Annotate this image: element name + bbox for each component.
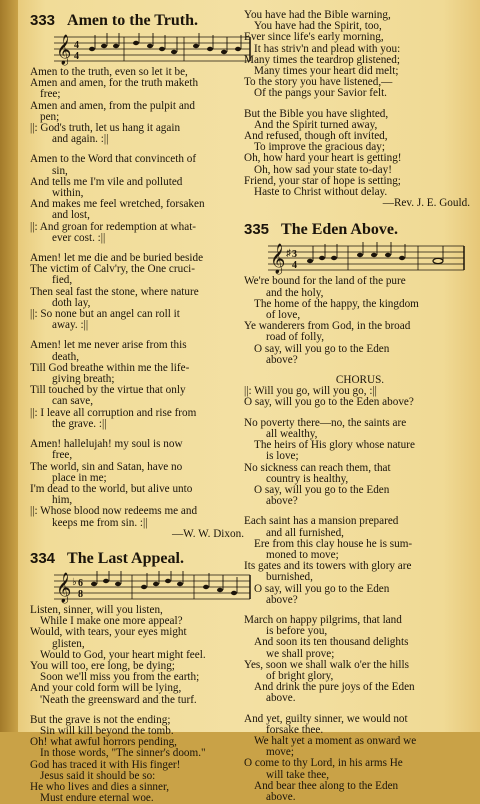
verse-line: ||: I leave all corruption and rise from (30, 406, 197, 419)
svg-text:4: 4 (292, 260, 297, 272)
verse-line: Would to God, your heart might feel. (40, 648, 206, 661)
verse-line: moned to move; (266, 548, 339, 561)
verse-line: above? (266, 593, 298, 606)
verse-line: While I make one more appeal? (40, 615, 183, 628)
verse-line: ||: Will you go, will you go, :|| (244, 385, 377, 398)
verse-line: place in me; (52, 471, 107, 484)
verse-line: And drink the pure joys of the Eden (254, 681, 415, 694)
verse-line: death, (52, 350, 80, 363)
verse-line: And bear thee along to the Eden (254, 779, 399, 792)
verse-line: pen; (40, 110, 60, 123)
verse-line: free; (40, 88, 61, 101)
verse-line: You have had the Spirit, too, (254, 20, 382, 33)
svg-text:6: 6 (78, 577, 83, 589)
verse-line: Amen and amen, for the truth maketh (30, 77, 199, 90)
verse-line: Yes, soon we shall walk o'er the hills (244, 658, 409, 671)
verse-line: Of the pangs your Savior felt. (254, 87, 387, 100)
hymn-335-header (244, 221, 476, 239)
hymn-333-author: —W. W. Dixon. (171, 527, 244, 540)
verse-line: The victim of Calv'ry, the One cruci- (30, 263, 196, 276)
verse-line: ||: So none but an angel can roll it (30, 308, 180, 321)
verse-line: You will too, ere long, be dying; (30, 659, 175, 672)
verse-line: him, (52, 494, 73, 507)
verse-line: ||: God's truth, let us hang it again (30, 122, 181, 135)
verse-line: Amen to the truth, even so let it be, (30, 66, 188, 78)
verse-line: fied, (52, 274, 73, 287)
verse-line: The heirs of His glory whose nature (254, 439, 415, 452)
hymn-334-verses-left (30, 605, 250, 804)
verse-line: Each saint has a mansion prepared (244, 515, 399, 528)
verse-line: forsake thee. (266, 723, 324, 736)
verse-line: You have had the Bible warning, (244, 9, 391, 21)
verse-line: Oh! what awful horrors pending, (30, 736, 177, 749)
hymn-title: The Eden Above. (281, 221, 398, 239)
hymnal-page (18, 0, 480, 804)
svg-text:3: 3 (292, 249, 297, 261)
verse-line: will take thee, (266, 768, 330, 781)
verse-line: Ere from this clay house he is sum- (254, 537, 413, 550)
hymn-number: 333 (30, 12, 56, 29)
verse-line: In those words, "The sinner's doom." (40, 747, 206, 760)
verse-line: keeps me from sin. :|| (52, 516, 148, 529)
verse-line: above. (266, 790, 296, 803)
verse-line: is before you, (266, 625, 328, 638)
verse-line: But the Bible you have slighted, (244, 107, 389, 120)
hymn-title: The Last Appeal. (67, 549, 184, 567)
verse-line: Listen, sinner, will you listen, (30, 603, 163, 616)
verse-line: He who lives and dies a sinner, (30, 780, 170, 793)
svg-text:𝄞: 𝄞 (56, 35, 72, 64)
svg-text:8: 8 (78, 588, 83, 600)
hymn-number: 334 (30, 549, 56, 567)
verse-line: free, (52, 449, 73, 462)
verse-line: and lost, (52, 209, 90, 222)
music-staff-334 (54, 571, 254, 601)
hymn-335-verses (244, 276, 476, 803)
verse-line: And the Spirit turned away, (254, 118, 378, 131)
hymn-title: Amen to the Truth. (67, 12, 198, 29)
music-notation-icon (54, 571, 254, 601)
verse-line: And yet, guilty sinner, we would not (244, 712, 408, 725)
verse-line: the grave. :|| (52, 417, 107, 430)
verse-line: Ye wanderers from God, in the broad (244, 320, 411, 333)
verse-line: We halt yet a moment as onward we (254, 734, 417, 747)
verse-line: sin, (52, 164, 68, 177)
music-notation-icon (54, 33, 254, 63)
verse-line: O say, will you go to the Eden (254, 582, 390, 595)
hymn-number: 335 (244, 221, 270, 239)
verse-line: and all furnished, (266, 526, 344, 539)
verse-line: O say, will you go to the Eden above? (244, 396, 414, 409)
verse-line: We're bound for the land of the pure (244, 275, 406, 288)
verse-line: To the story you have listened,— (244, 76, 393, 89)
verse-line: It has striv'n and plead with you: (254, 42, 401, 55)
verse-line: Haste to Christ without delay. (254, 186, 388, 199)
verse-line: Amen to the Word that convinceth of (30, 153, 197, 166)
hymn-333-header (30, 12, 250, 30)
verse-line: move; (266, 746, 294, 759)
verse-line: No sickness can reach them, that (244, 461, 391, 474)
hymn-334-verses-right (244, 10, 476, 198)
verse-line: O come to thy Lord, in his arms He (244, 757, 403, 770)
verse-line: Many times your heart did melt; (254, 65, 399, 78)
verse-line: and the holy, (266, 286, 324, 299)
left-column (30, 10, 250, 804)
verse-line: of love, (266, 309, 301, 322)
verse-line: above? (266, 495, 298, 508)
verse-line: Ever since life's early morning, (244, 31, 384, 44)
verse-line: giving breath; (52, 373, 115, 386)
music-staff-333 (54, 33, 254, 63)
verse-line: Jesus said it should be so: (40, 769, 156, 782)
verse-line: road of folly, (266, 331, 324, 344)
verse-line: Sin will kill beyond the tomb. (40, 724, 174, 737)
verse-line: To improve the gracious day; (254, 141, 385, 154)
verse-line: away. :|| (52, 319, 89, 332)
verse-line: But the grave is not the ending; (30, 713, 171, 726)
music-notation-icon (268, 242, 468, 272)
svg-text:♭: ♭ (72, 576, 77, 588)
verse-line: all wealthy, (266, 427, 318, 440)
verse-line: And tells me I'm vile and polluted (30, 175, 183, 188)
verse-line: is love; (266, 450, 299, 463)
book-spine-edge (0, 0, 18, 732)
verse-line: And soon its ten thousand delights (254, 636, 409, 649)
verse-line: God has traced it with His finger! (30, 758, 181, 771)
verse-line: Till touched by the virtue that only (30, 384, 186, 397)
verse-line: and again. :|| (52, 133, 109, 146)
verse-line: 'Neath the greensward and the turf. (40, 693, 197, 706)
svg-text:4: 4 (74, 40, 79, 51)
verse-line: can save, (52, 395, 93, 408)
music-staff-335 (268, 242, 468, 272)
chorus-heading: CHORUS. (335, 374, 385, 387)
verse-line: burnished, (266, 571, 313, 584)
verse-line: we shall prove; (266, 647, 335, 660)
right-column (244, 10, 476, 803)
hymn-334-header (30, 550, 250, 568)
verse-line: And makes me feel wretched, forsaken (30, 198, 205, 211)
verse-line: March on happy pilgrims, that land (244, 613, 402, 626)
verse-line: I'm dead to the world, but alive unto (30, 482, 193, 495)
verse-line: And refused, though oft invited, (244, 130, 388, 143)
verse-line: The world, sin and Satan, have no (30, 460, 183, 473)
verse-line: Amen! let me die and be buried beside (30, 252, 204, 265)
verse-line: Amen! let me never arise from this (30, 339, 187, 352)
verse-line: glisten, (52, 637, 85, 650)
verse-line: above. (266, 692, 296, 705)
svg-text:𝄞: 𝄞 (56, 572, 72, 602)
verse-line: And your cold form will be lying, (30, 682, 182, 695)
verse-line: The home of the happy, the kingdom (254, 297, 419, 310)
verse-line: ever cost. :|| (52, 231, 106, 244)
verse-line: Many times the teardrop glistened; (244, 53, 400, 66)
verse-line: above? (266, 353, 298, 366)
verse-line: Oh, how hard your heart is getting! (244, 152, 402, 165)
svg-text:4: 4 (74, 51, 79, 62)
hymn-334-author: —Rev. J. E. Gould. (382, 197, 470, 210)
svg-text:♯: ♯ (286, 248, 291, 260)
verse-line: O say, will you go to the Eden (254, 483, 390, 496)
verse-line: Amen and amen, from the pulpit and (30, 99, 195, 112)
verse-line: ||: And groan for redemption at what- (30, 220, 197, 233)
verse-line: Would, with tears, your eyes might (30, 626, 187, 639)
verse-line: Must endure eternal woe. (40, 792, 154, 804)
svg-text:𝄞: 𝄞 (270, 244, 286, 274)
verse-line: Amen! hallelujah! my soul is now (30, 438, 183, 451)
verse-line: No poverty there—no, the saints are (244, 416, 407, 429)
hymn-333-verses (30, 67, 250, 529)
verse-line: Oh, how sad your state to-day! (254, 163, 392, 176)
verse-line: of bright glory, (266, 669, 334, 682)
verse-line: Soon we'll miss you from the earth; (40, 671, 200, 684)
verse-line: Till God breathe within me the life- (30, 361, 190, 374)
verse-line: Friend, your star of hope is setting; (244, 174, 401, 187)
verse-line: country is healthy, (266, 472, 349, 485)
verse-line: Then seal fast the stone, where nature (30, 285, 199, 298)
verse-line: ||: Whose blood now redeems me and (30, 505, 198, 518)
verse-line: Its gates and its towers with glory are (244, 560, 412, 573)
verse-line: doth lay, (52, 296, 91, 309)
verse-line: within, (52, 187, 84, 200)
verse-line: O say, will you go to the Eden (254, 342, 390, 355)
